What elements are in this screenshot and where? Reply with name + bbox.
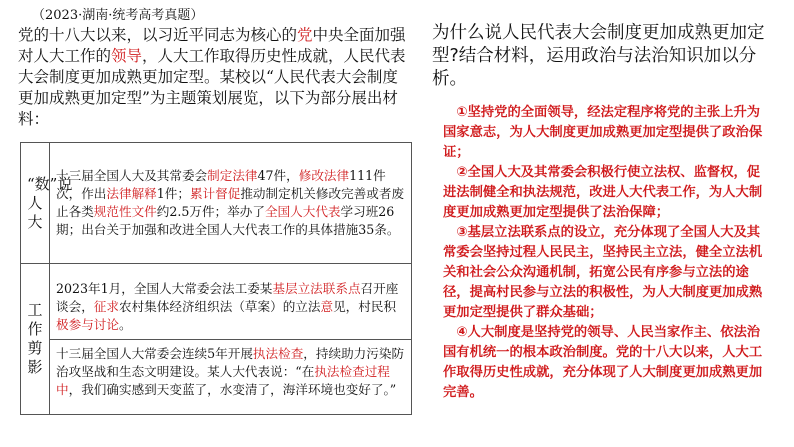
seg-highlight: 基层立法联系点	[272, 280, 361, 296]
table-row	[21, 264, 412, 415]
content-paragraph	[56, 345, 405, 399]
category-cell	[21, 143, 73, 264]
seg-highlight: 制定法律	[207, 168, 258, 183]
seg: 2023年1月，全国人大常委会法工委某	[56, 280, 273, 296]
seg: 。	[118, 316, 132, 332]
seg: 十三届全国人大常委会连续5年开展	[56, 345, 253, 361]
intro-paragraph	[18, 25, 410, 130]
content-cell	[50, 264, 412, 415]
seg: 1件；	[156, 186, 190, 201]
seg-highlight: 规范性文件	[93, 204, 157, 219]
intro-seg-highlight: 党	[297, 26, 313, 44]
seg-highlight: 极参与讨论	[56, 316, 119, 332]
answer-point: ①坚持党的全面领导，经法定程序将党的主张上升为国家意志，为人大制度更加成熟更加定型提供了政治保证；	[443, 105, 763, 160]
seg-highlight: 累计督促	[189, 186, 241, 201]
category-label: “数”说人大	[27, 174, 73, 231]
seg: 47件，	[257, 168, 299, 183]
exhibit-table	[20, 142, 412, 415]
divider	[50, 339, 411, 340]
seg: 111件次，作出	[56, 168, 386, 201]
seg: 农村集体经济组织法（草案）的立法	[118, 298, 321, 314]
seg-highlight: 意	[320, 298, 334, 314]
seg: 学习班26期；出台关于加强和改进全国人大代表工作的具体措施35条。	[56, 204, 400, 237]
source-label: （2023·湖南·统考高考真题）	[32, 8, 204, 23]
seg: 约2.5万件；举办了	[156, 204, 265, 219]
seg: 十三届全国人大及其常委会	[56, 168, 208, 183]
intro-seg: 党的十八大以来，以习近平同志为核心的	[18, 26, 298, 44]
content-cell	[50, 143, 412, 264]
content-paragraph	[56, 280, 405, 334]
question-text: 为什么说人民代表大会制度更加成熟更加定型?结合材料，运用政治与法治知识加以分析。	[432, 23, 765, 89]
seg-highlight: 全国人大代表	[264, 204, 341, 219]
seg: 推动制定机关修改完善或者废止各类	[56, 186, 405, 219]
seg-highlight: 执法检查	[252, 345, 304, 361]
answer-point: ④人大制度是坚持党的领导、人民当家作主、依法治国有机统一的根本政治制度。党的十八大以来，人大工作取得历史性成就，充分体现了人大制度更加成熟更加完善。	[443, 325, 763, 400]
intro-seg: 中央全面加强对人大工作的	[18, 26, 406, 65]
answer-point: ③基层立法联系点的设立，充分体现了全国人大及其常委会坚持过程人民民主，坚持民主立法，健全立法机关和社会公众沟通机制，拓宽公民有序参与立法的途径，提高村民参与立法的积极性，为人大制度更加成熟更加定型提供了群众基础；	[443, 225, 763, 320]
category-label: 工作剪影	[27, 301, 43, 376]
content-paragraph	[56, 167, 405, 239]
seg-highlight: 法律解释	[106, 186, 157, 201]
intro-seg: ，人大工作取得历史性成就，人民代表大会制度更加成熟更加定型。某校以“人民代表大会制度更加成熟更加定型”为主题策划展览，以下为部分展出材料：	[18, 47, 406, 128]
seg: 见，村民积	[333, 298, 397, 314]
answer-section	[443, 103, 769, 403]
seg-highlight: 征求	[93, 298, 119, 314]
category-cell	[21, 264, 50, 415]
seg: 召开座谈会，	[56, 280, 399, 314]
seg: ，我们确实感到天变蓝了，水变清了，海洋环境也变好了。”	[68, 381, 397, 397]
intro-seg-highlight: 领导	[111, 47, 143, 65]
answer-point: ②全国人大及其常委会积极行使立法权、监督权，促进法制健全和执法规范，改进人大代表工作，为人大制度更加成熟更加定型提供了法治保障；	[443, 165, 763, 220]
seg: ，持续助力污染防治攻坚战和生态文明建设。某人大代表说：“在	[56, 345, 405, 379]
material-section	[18, 8, 410, 130]
seg-highlight: 修改法律	[298, 168, 350, 183]
table-row	[21, 143, 412, 264]
seg-highlight: 执法检查过程中	[56, 363, 390, 397]
